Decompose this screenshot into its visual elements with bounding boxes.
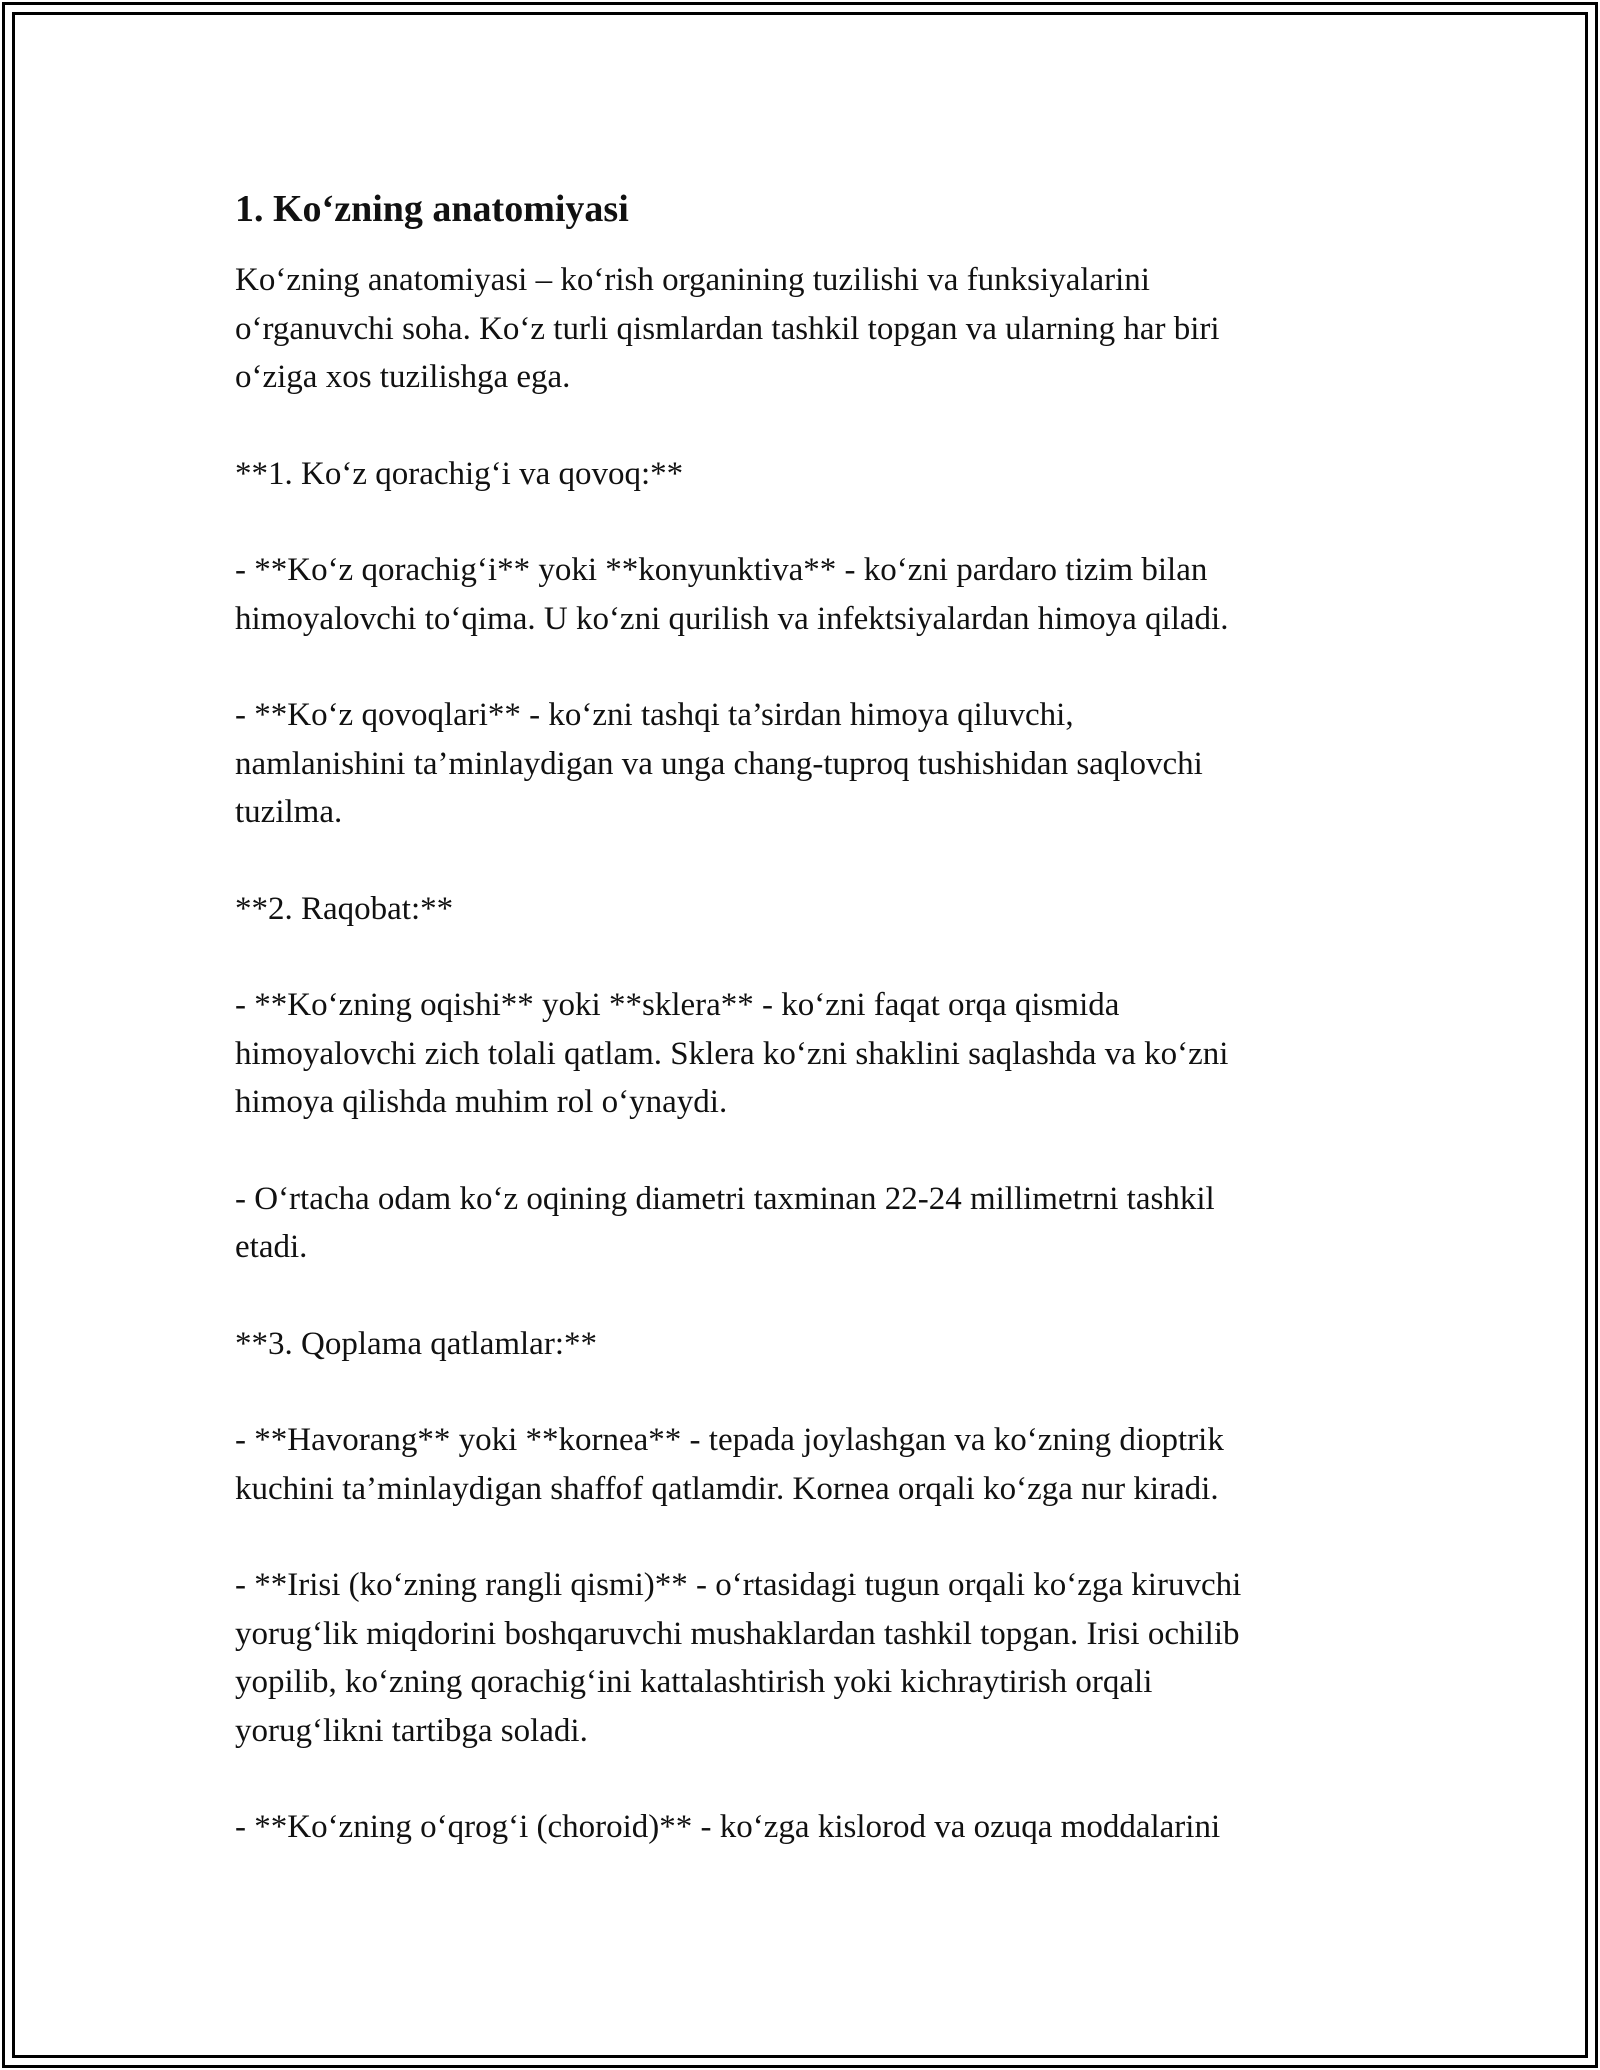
document-body	[235, 186, 1365, 1852]
subheading-raqobat: **2. Raqobat:**	[235, 890, 454, 927]
paragraph-qovoqlar: - **Ko‘z qovoqlari** - ko‘zni tashqi ta’sirdan himoya qiluvchi, namlanishini ta’minlaydigan va unga chang-tuproq tushishidan saqlovchi tuzilma.	[235, 697, 1203, 830]
paragraph-kornea: - **Havorang** yoki **kornea** - tepada joylashgan va ko‘zning dioptrik kuchini ta’minlaydigan shaffof qatlamdir. Kornea orqali ko‘zga nur kiradi.	[235, 1422, 1224, 1507]
paragraph-irisi: - **Irisi (ko‘zning rangli qismi)** - o‘rtasidagi tugun orqali ko‘zga kiruvchi yorug‘lik miqdorini boshqaruvchi mushaklardan tashkil topgan. Irisi ochilib yopilib, ko‘zning qorachig‘ini kattalashtirish yoki kichraytirish orqali yorug‘likni tartibga soladi.	[235, 1567, 1242, 1749]
section-heading: 1. Ko‘zning anatomiyasi	[235, 188, 629, 230]
subheading-qorachiq-qovoq: **1. Ko‘z qorachig‘i va qovoq:**	[235, 455, 684, 492]
subheading-qoplama-qatlamlar: **3. Qoplama qatlamlar:**	[235, 1325, 597, 1362]
intro-paragraph: Ko‘zning anatomiyasi – ko‘rish organining tuzilishi va funksiyalarini o‘rganuvchi soha. Ko‘z turli qismlardan tashkil topgan va ularning har biri o‘ziga xos tuzilishga ega.	[235, 262, 1220, 395]
paragraph-sklera: - **Ko‘zning oqishi** yoki **sklera** - ko‘zni faqat orqa qismida himoyalovchi zich tolali qatlam. Sklera ko‘zni shaklini saqlashda va ko‘zni himoya qilishda muhim rol o‘ynaydi.	[235, 987, 1229, 1120]
paragraph-diametr: - O‘rtacha odam ko‘z oqining diametri taxminan 22-24 millimetrni tashkil etadi.	[235, 1180, 1215, 1265]
paragraph-choroid: - **Ko‘zning o‘qrog‘i (choroid)** - ko‘zga kislorod va ozuqa moddalarini	[235, 1809, 1221, 1845]
paragraph-konyunktiva: - **Ko‘z qorachig‘i** yoki **konyunktiva** - ko‘zni pardaro tizim bilan himoyalovchi to‘qima. U ko‘zni qurilish va infektsiyalardan himoya qiladi.	[235, 552, 1229, 637]
